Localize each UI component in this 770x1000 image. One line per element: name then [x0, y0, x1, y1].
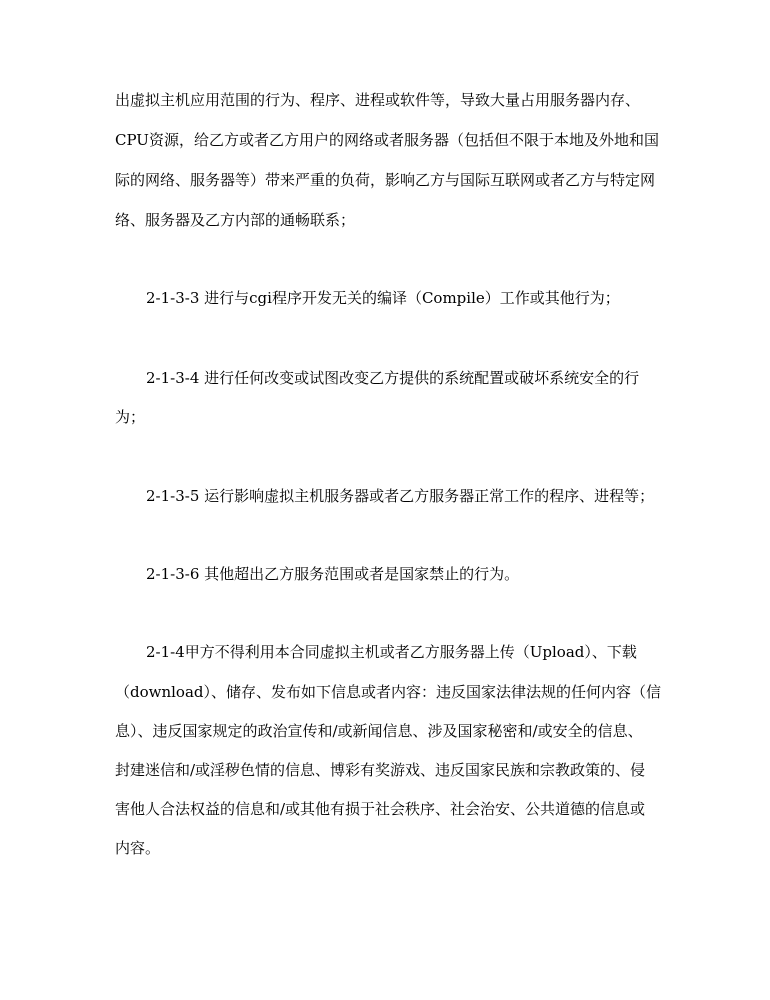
clause-2-1-4-line: 封建迷信和/或淫秽色情的信息、博彩有奖游戏、违反国家民族和宗教政策的、侵	[115, 761, 646, 779]
clause-2-1-4-line: 息）、违反国家规定的政治宣传和/或新闻信息、涉及国家秘密和/或安全的信息、	[115, 722, 643, 740]
clause-2-1-4-line: 害他人合法权益的信息和/或其他有损于社会秩序、社会治安、公共道德的信息或	[115, 800, 646, 818]
clause-2-1-3-4-continuation: 为；	[115, 408, 146, 426]
clause-2-1-3-5: 2-1-3-5 运行影响虚拟主机服务器或者乙方服务器正常工作的程序、进程等；	[146, 487, 655, 505]
clause-2-1-4-line: （download）、储存、发布如下信息或者内容：违反国家法律法规的任何内容（信	[115, 683, 662, 701]
paragraph-line: 际的网络、服务器等）带来严重的负荷，影响乙方与国际互联网或者乙方与特定网	[115, 171, 656, 189]
paragraph-line: 出虚拟主机应用范围的行为、程序、进程或软件等，导致大量占用服务器内存、	[115, 91, 641, 109]
paragraph-line: 络、服务器及乙方内部的通畅联系；	[115, 211, 356, 229]
clause-2-1-4: 2-1-4甲方不得利用本合同虚拟主机或者乙方服务器上传（Upload）、下载	[146, 643, 637, 661]
clause-2-1-3-6: 2-1-3-6 其他超出乙方服务范围或者是国家禁止的行为。	[146, 565, 520, 583]
clause-2-1-3-4: 2-1-3-4 进行任何改变或试图改变乙方提供的系统配置或破坏系统安全的行	[146, 369, 640, 387]
clause-2-1-3-3: 2-1-3-3 进行与cgi程序开发无关的编译（Compile）工作或其他行为；	[146, 289, 620, 307]
clause-2-1-4-line: 内容。	[115, 839, 161, 857]
paragraph-line: CPU资源，给乙方或者乙方用户的网络或者服务器（包括但不限于本地及外地和国	[115, 131, 659, 149]
